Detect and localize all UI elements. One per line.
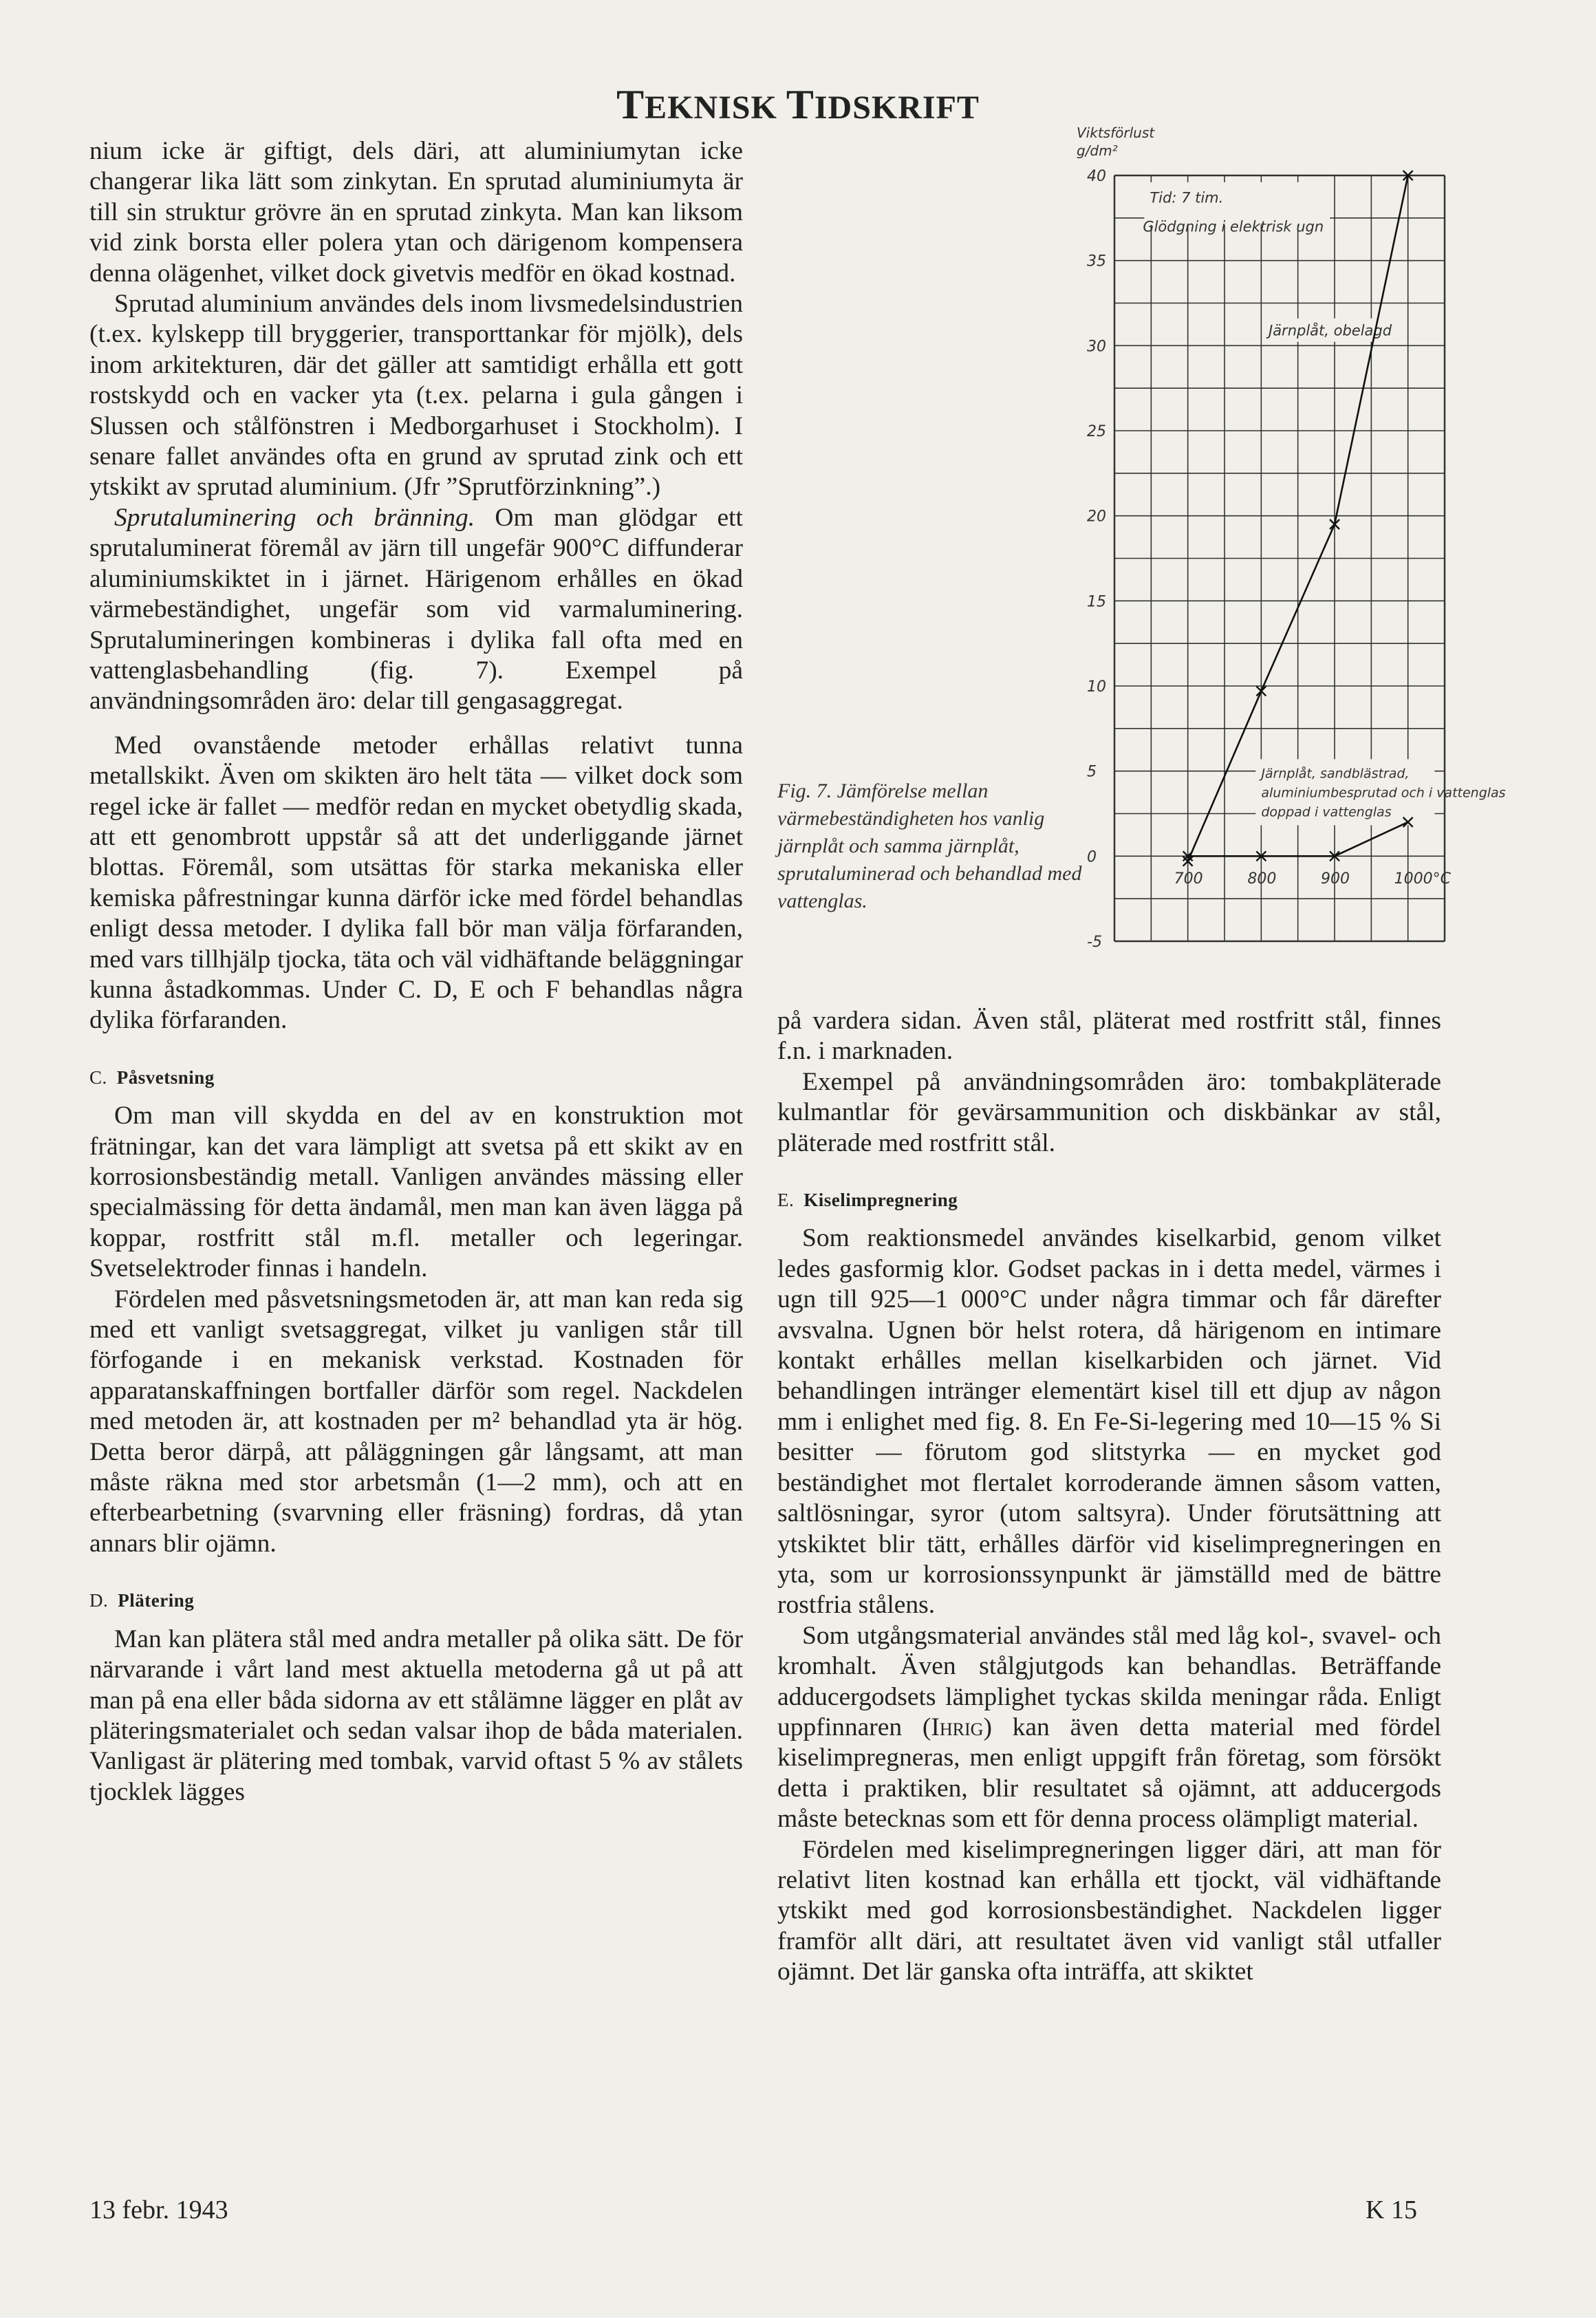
figure-caption: Fig. 7. Jämförelse mellan värmebeständigheten hos vanlig järnplåt och samma järnplåt, sprutaluminerad och behandlad med vattenglas. (777, 780, 1082, 912)
page-number: K 15 (1366, 2196, 1417, 2224)
journal-header: TEKNISK TIDSKRIFT (616, 82, 980, 127)
y-axis-label: Viktsförlust (1077, 125, 1155, 141)
y-tick-label: 20 (1087, 508, 1106, 526)
footer-date: 13 febr. 1943 (89, 2196, 228, 2224)
paragraph: Fördelen med kiselimpregneringen ligger däri, att man för relativt liten kostnad kan erhålla ett tjockt, väl vidhäftande ytskikt med god korrosionsbeständighet. Nackdelen ligger framför allt däri, att resultatet även vid vanligt stål utfaller ojämnt. Det lär ganska ofta inträffa, att skiktet (777, 1835, 1441, 1986)
paragraph: Som reaktionsmedel användes kiselkarbid, genom vilket ledes gasformig klor. Godset packas in i detta medel, värmes i ugn till 925—1 000°C under några timmar och får därefter avsvalna. Ugnen bör helst rotera, då härigenom en intimare kontakt erhålles mellan kiselkarbiden och järnet. Vid behandlingen intränger elementärt kisel till ett djup av någon mm i enlighet med fig. 8. En Fe-Si-legering med 10—15 % Si besitter — förutom god slitstyrka — en mycket god beständighet mot flertalet korroderande ämnen såsom vatten, saltlösningar, syror (utom saltsyra). Under förutsättning att ytskiktet blir tätt, erhålles därför vid kiselimpregneringen en yta, som ur korrosionssynpunkt är jämställd med de bättre rostfria stålens. (777, 1224, 1441, 1620)
right-column (777, 1006, 1441, 1988)
annotation-series-2: doppad i vattenglas (1261, 804, 1392, 820)
paragraph: Sprutaluminering och bränning. Om man glödgar ett sprutaluminerat föremål av järn till ungefär 900°C diffunderar aluminiumskiktet in i järnet. Härigenom erhålles en ökad värmebeständighet, ungefär som vid varmaluminering. Sprutalumineringen kombineras i dylika fall ofta med en vattenglasbehandling (fig. 7). Exempel på användningsområden äro: delar till gengasaggregat. (89, 503, 743, 716)
paragraph: Man kan plätera stål med andra metaller på olika sätt. De för närvarande i vårt land mest aktuella metoderna gå ut på att man på ena eller båda sidorna av ett stålämne lägger en plåt av pläteringsmaterialet och sedan valsar ihop de båda materialen. Vanligast är plätering med tombak, varvid oftast 5 % av stålets tjocklek lägges (89, 1624, 743, 1806)
y-axis-unit: g/dm² (1077, 142, 1118, 159)
paragraph: Sprutad aluminium användes dels inom livsmedelsindustrien (t.ex. kylskepp till bryggerier, transporttankar för mjölk), dels inom arkitekturen, där det gäller att samtidigt erhålla ett gott rostskydd och en vacker yta (t.ex. pelarna i gula gången i Slussen och stålfönstren i Medborgarhuset i Stockholm). I senare fallet användes ofta en grund av sprutad zink och ett ytskikt av sprutad aluminium. (Jfr ”Sprutförzinkning”.) (89, 290, 743, 502)
y-tick-label: 10 (1087, 678, 1106, 696)
x-tick-label: 700 (1174, 870, 1203, 888)
paragraph: Om man vill skydda en del av en konstruktion mot frätningar, kan det vara lämpligt att svetsa på ett skikt av en korrosionsbeständig metall. Vanligen användes mässing eller specialmässing för detta ändamål, men man kan även lägga på koppar, rostfritt stål m.fl. metaller och legeringar. Svetselektroder finnas i handeln. (89, 1102, 743, 1283)
y-tick-label: 30 (1087, 338, 1106, 356)
paragraph: Som utgångsmaterial användes stål med låg kol-, svavel- och kromhalt. Även stålgjutgods kan behandlas. Beträffande adducergodsets lämplighet tyckas skilda meningar råda. Enligt uppfinnaren (Ihrig) kan även detta material med fördel kiselimpregneras, men enligt uppgift från företag, som försökt detta i praktiken, blir resultatet så ojämnt, att adducergods måste betecknas som ett för denna process olämpligt material. (777, 1621, 1441, 1834)
x-tick-label: 900 (1321, 870, 1350, 888)
annotation-series-2: aluminiumbesprutad och i vattenglas (1261, 785, 1506, 801)
y-tick-label: 0 (1087, 848, 1097, 866)
paragraph: Exempel på användningsområden äro: tombakpläterade kulmantlar för gevärsammunition och diskbänkar av stål, pläterade med rostfritt stål. (777, 1067, 1441, 1157)
author-name: Ihrig (931, 1713, 984, 1741)
section-heading-d: D. Plätering (89, 1590, 195, 1611)
section-heading-e: E. Kiselimpregnering (777, 1190, 958, 1211)
y-tick-label: -5 (1087, 934, 1102, 951)
left-column (89, 136, 743, 1807)
paragraph: på vardera sidan. Även stål, pläterat med rostfritt stål, finnes f.n. i marknaden. (777, 1007, 1441, 1066)
run-in-heading: Sprutaluminering och bränning. (114, 503, 475, 532)
figure-7-chart (1073, 124, 1506, 970)
chart-svg (1073, 124, 1506, 970)
y-tick-label: 40 (1087, 168, 1106, 185)
annotation-series-2: Järnplåt, sandblästrad, (1261, 766, 1410, 782)
paragraph: nium icke är giftigt, dels däri, att aluminiumytan icke changerar lika lätt som zinkytan. En sprutad aluminiumyta är till sin struktur grövre än en sprutad zinkyta. Man kan liksom vid zink borsta eller polera ytan och därigenom kompensera denna olägenhet, vilket dock givetvis medför en ökad kostnad. (89, 137, 743, 288)
y-tick-label: 15 (1087, 593, 1106, 611)
annotation-series-1: Järnplåt, obelagd (1269, 322, 1392, 339)
x-tick-label: 800 (1247, 870, 1277, 888)
y-tick-label: 35 (1087, 253, 1106, 270)
section-heading-c: C. Påsvetsning (89, 1066, 215, 1088)
paragraph: Fördelen med påsvetsningsmetoden är, att man kan reda sig med ett vanligt svetsaggregat, vilket ju vanligen står till förfogande i en mekanisk verkstad. Kostnaden för apparatanskaffningen bortfaller därför som regel. Nackdelen med metoden är, att kostnaden per m² behandlad yta är hög. Detta beror därpå, att påläggningen går långsamt, att man måste räkna med stor arbetsmån (1—2 mm), och att en efterbearbetning (svarvning eller fräsning) fordras, då ytan annars blir ojämn. (89, 1285, 743, 1558)
annotation-time: Tid: 7 tim. (1150, 189, 1224, 206)
y-tick-label: 5 (1087, 763, 1097, 781)
y-tick-label: 25 (1087, 423, 1106, 440)
annotation-oven: Glödgning i elektrisk ugn (1143, 218, 1324, 235)
x-tick-label: 1000°C (1394, 870, 1452, 888)
paragraph: Med ovanstående metoder erhållas relativt tunna metallskikt. Även om skikten äro helt täta — vilket dock som regel icke är fallet — medför redan en mycket obetydlig skada, att ett genombrott uppstår så att det underliggande järnet blottas. Föremål, som utsättas för starka mekaniska eller kemiska påfrestningar kunna därför icke med fördel behandlas enligt dessa metoder. I dylika fall bör man välja förfaranden, med vars tillhjälp tjocka, täta och väl vidhäftande beläggningar kunna åstadkommas. Under C. D, E och F behandlas några dylika förfaranden. (89, 731, 743, 1035)
